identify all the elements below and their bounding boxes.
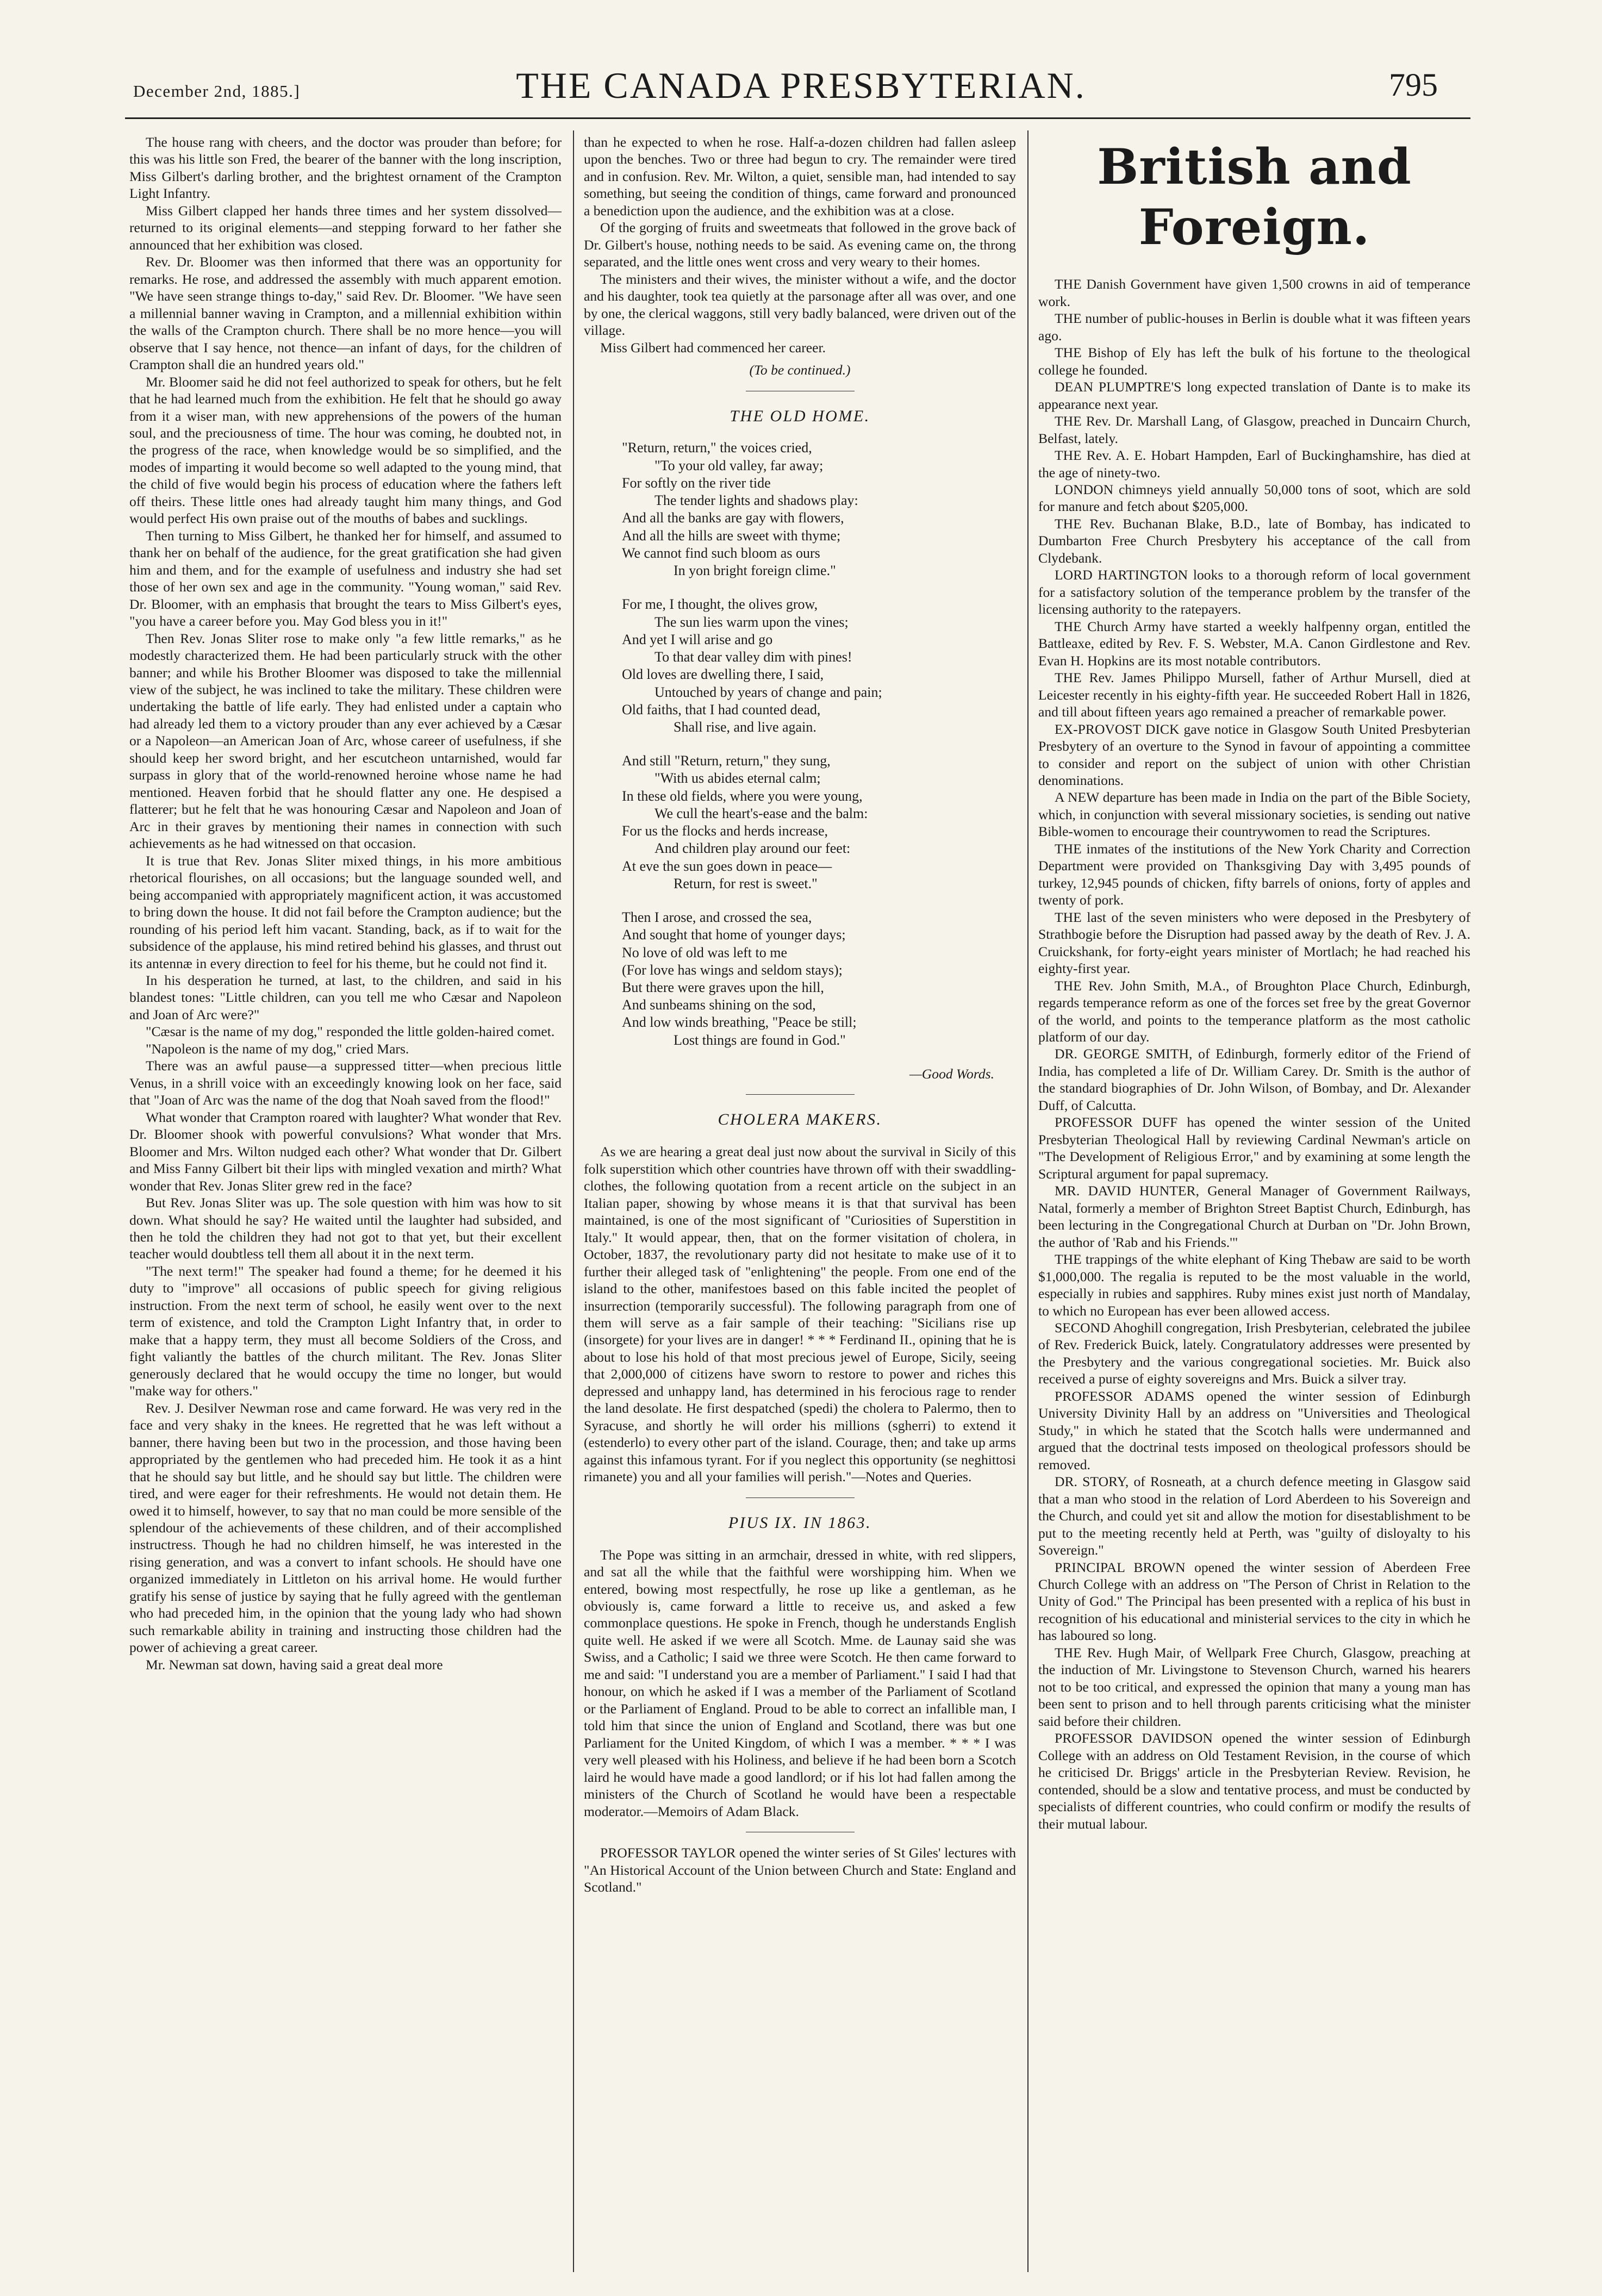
poem-line: "To your old valley, far away;	[654, 457, 824, 473]
news-item: DR. GEORGE SMITH, of Edinburgh, formerly editor of the Friend of India, has completed a life of Dr. William Carey. Dr. Smith is the author of the standard biographies of Dr. John Wilson, of Bombay, and Dr. Alexander Duff, of Calcutta.	[1038, 1046, 1470, 1113]
masthead-title: THE CANADA PRESBYTERIAN.	[516, 65, 1086, 106]
poem-line: In these old fields, where you were young,	[622, 788, 863, 804]
section-title: British and Foreign.	[1097, 138, 1412, 256]
section-rule	[746, 1094, 855, 1095]
news-item: DR. STORY, of Rosneath, at a church defence meeting in Glasgow said that a man who stood in the relation of Lord Aberdeen to his Sovereign and the Church, and could yet sit and allow the motion for disestablishment to be put to the meeting recently held at Perth, was "guilty of disloyalty to his Sovereign."	[1038, 1474, 1470, 1558]
paragraph: Rev. Dr. Bloomer was then informed that there was an opportunity for remarks. He rose, and addressed the assembly with much apparent emotion. "We have seen strange things to-day," said Rev. Dr. Bloomer. "We have seen a millennial banner waving in Crampton, and a millennial exhibition within the walls of the Crampton church. There shall be no more hence—you will observe that I say hence, not thence—an infant of days, for the children of Crampton shall die an hundred years old."	[129, 254, 562, 373]
news-item: THE Bishop of Ely has left the bulk of his fortune to the theological college he founded.	[1038, 345, 1470, 378]
poem-attribution: —Good Words.	[909, 1065, 994, 1082]
paragraph: The house rang with cheers, and the doctor was prouder than before; for this was his little son Fred, the bearer of the banner with the long inscription, Miss Gilbert's darling brother, and the brightest ornament of the Crampton Light Infantry.	[129, 134, 562, 202]
poem-line: For softly on the river tide	[622, 475, 771, 491]
news-item: PROFESSOR DAVIDSON opened the winter session of Edinburgh College with an address on Old Testament Revision, in the course of which he criticised Dr. Briggs' article in the Presbyterian Review. Revision, he contended, should be a slow and tentative process, and must be conducted by specialists of different countries, who could confirm or modify the results of their mutual labour.	[1038, 1730, 1470, 1832]
poem-line: At eve the sun goes down in peace—	[622, 858, 832, 874]
poem-line: Untouched by years of change and pain;	[654, 684, 882, 700]
poem-line: "With us abides eternal calm;	[654, 770, 821, 787]
column-divider	[1027, 130, 1028, 2272]
news-item: PROFESSOR ADAMS opened the winter session of Edinburgh University Divinity Hall by an address on "Universities and Theological Study," in which he stated that the Scotch halls were undermanned and argued that the doctrinal tests imposed on theological professors should be removed.	[1038, 1388, 1470, 1473]
news-item: PRINCIPAL BROWN opened the winter session of Aberdeen Free Church College with an address on "The Person of Christ in Relation to the Unity of God." The Principal has been presented with a replica of his bust in recognition of his educational and ministerial services to the city in which he has laboured so long.	[1038, 1559, 1470, 1644]
poem-stanza	[622, 596, 1016, 736]
paragraph: Mr. Bloomer said he did not feel authorized to speak for others, but he felt that he had learned much from the exhibition. He felt that he should go away from it a wiser man, with new apprehensions of the powers of the human soul, and the preciousness of time. The hour was coming, he doubted not, in the progress of the race, when knowledge would be so simplified, and the modes of imparting it would become so well adapted to the young mind, that the child of five would begin his process of education where the fathers left off theirs. These little ones had already taught him many things, and God would perfect His own praise out of the mouths of babes and sucklings.	[129, 373, 562, 527]
news-item: THE trappings of the white elephant of King Thebaw are said to be worth $1,000,000. The regalia is reputed to be the most valuable in the world, especially in rubies and sapphires. Ruby mines exist just north of Mandalay, to which no European has ever been allowed access.	[1038, 1251, 1470, 1319]
poem-stanza	[622, 909, 1016, 1049]
page-header	[0, 0, 1602, 125]
poem-line: And sought that home of younger days;	[622, 927, 846, 943]
poem-line: We cannot find such bloom as ours	[622, 545, 820, 561]
paragraph: "Napoleon is the name of my dog," cried Mars.	[146, 1040, 409, 1057]
news-item: DEAN PLUMPTRE'S long expected translation of Dante is to make its appearance next year.	[1038, 379, 1470, 412]
news-item: SECOND Ahoghill congregation, Irish Presbyterian, celebrated the jubilee of Rev. Frederick Buick, lately. Congratulatory addresses were presented by the Presbytery and the various congregational societies. Mr. Buick also received a purse of eighty sovereigns and Mrs. Buick a silver tray.	[1038, 1319, 1470, 1387]
poem-line: (For love has wings and seldom stays);	[622, 962, 843, 978]
poem-line: Then I arose, and crossed the sea,	[622, 909, 812, 926]
news-item: LORD HARTINGTON looks to a thorough reform of local government for a satisfactory solution of the temperance problem by the transfer of the licensing authority to the ratepayers.	[1038, 567, 1470, 617]
paragraph: The ministers and their wives, the minister without a wife, and the doctor and his daughter, took tea quietly at the parsonage after all was over, and one by one, the clerical waggons, still very badly balanced, were driven out of the village.	[584, 271, 1016, 339]
news-items	[1038, 276, 1470, 1832]
news-item: THE Rev. James Philippo Mursell, father of Arthur Mursell, died at Leicester recently in his eighty-fifth year. He succeeded Robert Hall in 1826, and till about fifteen years ago remained a preacher of remarkable power.	[1038, 670, 1470, 720]
poem-line: The sun lies warm upon the vines;	[654, 614, 849, 630]
poem-line: And yet I will arise and go	[622, 631, 773, 647]
news-item: THE inmates of the institutions of the New York Charity and Correction Department were provided on Thanksgiving Day with 3,495 pounds of turkey, 12,945 pounds of chicken, fifty barrels of onions, forty of apples and twenty of pork.	[1038, 840, 1470, 908]
poem-stanza	[622, 752, 1016, 893]
header-rule	[125, 117, 1470, 119]
news-item: THE Rev. A. E. Hobart Hampden, Earl of Buckinghamshire, has died at the age of ninety-two.	[1038, 447, 1470, 481]
paragraph: Miss Gilbert clapped her hands three times and her system dissolved—returned to its original elements—and stepping forward to her father she announced that her exhibition was closed.	[129, 202, 562, 253]
poem-line: And children play around our feet:	[654, 840, 851, 857]
poem-line: The tender lights and shadows play:	[654, 492, 858, 509]
poem-line: In yon bright foreign clime."	[674, 563, 836, 579]
poem-line: And all the banks are gay with flowers,	[622, 510, 844, 526]
paragraph: Then Rev. Jonas Sliter rose to make only "a few little remarks," as he modestly characterized them. He had been particularly struck with the other banner; and while his Brother Bloomer was disposed to take the millennial view of the subject, he was inclined to take the military. These children were undertaking the battle of life early. They had enlisted under a captain who had already led them to a victory prouder than any ever achieved by a Cæsar or a Napoleon—an American Joan of Arc, whose career of usefulness, if she should keep her sword bright, and her escutcheon untarnished, would far surpass in glory that of the world-renowned heroine whose name he had mentioned. Heaven forbid that he should flatter any one. He despised a flatterer; but he felt that he was honouring Cæsar and Napoleon and Joan of Arc in their graves by mentioning their names in connection with such achievements as he had witnessed on that occasion.	[129, 630, 562, 852]
poem-line: No love of old was left to me	[622, 944, 787, 960]
news-item: LONDON chimneys yield annually 50,000 tons of soot, which are sold for manure and fetch about $205,000.	[1038, 482, 1470, 515]
news-item: THE Rev. Hugh Mair, of Wellpark Free Church, Glasgow, preaching at the induction of Mr. Livingstone to Stevenson Church, warned his hearers not to be too critical, and expressed the opinion that many a young man has been sent to prison and to hell through parents criticising what the minister said before their children.	[1038, 1644, 1470, 1729]
paragraph: than he expected to when he rose. Half-a-dozen children had fallen asleep upon the benches. Two or three had begun to cry. The remainder were tired and in confusion. Rev. Mr. Wilton, a quiet, sensible man, had intended to say something, but seeing the condition of things, came forward and pronounced a benediction upon the audience, and the exhibition was at a close.	[584, 134, 1016, 219]
paragraph: As we are hearing a great deal just now about the survival in Sicily of this folk superstition which other countries have thrown off with their swaddling-clothes, the following quotation from a recent article on the subject in an Italian paper, showing by whose means it is that that survival has been maintained, is one of the most significant of "Curiosities of Superstition in Italy." It would appear, then, that on the former visitation of cholera, in October, 1837, the revolutionary party did not hesitate to make use of it to further their alleged task of "enlightening" the people. From one end of the island to the other, manifestoes based on this fable incited the peoplet of insurrection (temporarily successful). The following paragraph from one of them will serve as a fair sample of their teaching: "Sicilians rise up (insorgete) for your lives are in danger! * * * Ferdinand II., opining that he is about to lose his hold of that most precious jewel of Europe, Sicily, seeing that 2,000,000 of citizens have sworn to restore to power and riches this depressed and unhappy land, has determined in his ferocious rage to render the land desolate. He first despatched (spedi) the cholera to Palermo, then to Syracuse, and shortly he will order his millions (sgherri) to extend it (estenderlo) to every other part of the island. Courage, then; and take up arms against this infamous tyrant. For if you neglect this opportunity (se neghittosi rimanete) you and all your families will perish."—Notes and Queries.	[584, 1144, 1016, 1485]
news-item: THE number of public-houses in Berlin is double what it was fifteen years ago.	[1038, 310, 1470, 344]
poem-line: And low winds breathing, "Peace be still;	[622, 1014, 857, 1031]
article-title-cholera: CHOLERA MAKERS.	[718, 1110, 882, 1129]
articles-column	[584, 134, 1016, 2275]
poem-line: But there were graves upon the hill,	[622, 979, 824, 996]
paragraph: "The next term!" The speaker had found a theme; for he deemed it his duty to "improve" all occasions of public speech for giving religious instruction. From the next term of school, he easily went over to the next term of existence, and told the Crampton Light Infantry that, in order to make that a happy term, they must all become Soldiers of the Cross, and fight valiantly the battles of the church militant. The Rev. Jonas Sliter generously declared that he would occupy the time no longer, but would "make way for others."	[129, 1263, 562, 1399]
poem-line: "Return, return," the voices cried,	[622, 440, 812, 456]
news-item: THE last of the seven ministers who were deposed in the Presbytery of Strathbogie before the Disruption had passed away by the death of Rev. J. A. Cruickshank, for forty-eight years minister of Mortlach; he had reached his eighty-first year.	[1038, 909, 1470, 977]
issue-date: December 2nd, 1885.]	[133, 82, 301, 101]
paragraph: But Rev. Jonas Sliter was up. The sole question with him was how to sit down. What should he say? He waited until the laughter had subsided, and then he told the children they had not got to that yet, but their excellent teacher would doubtless tell them all about it in the next term.	[129, 1195, 562, 1262]
paragraph: There was an awful pause—a suppressed titter—when precious little Venus, in a shrill voice with an exceedingly knowing look on her face, said that "Joan of Arc was the name of the dog that Noah saved from the flood!"	[129, 1058, 562, 1108]
paragraph: PROFESSOR TAYLOR opened the winter series of St Giles' lectures with "An Historical Account of the Union between Church and State: England and Scotland."	[584, 1845, 1016, 1895]
paragraph: Miss Gilbert had commenced her career.	[600, 339, 826, 355]
poem-line: Old loves are dwelling there, I said,	[622, 666, 824, 683]
news-item: THE Church Army have started a weekly halfpenny organ, entitled the Battleaxe, edited by Rev. F. S. Webster, M.A. Canon Girdlestone and Rev. Evan H. Hopkins are its most notable contributors.	[1038, 618, 1470, 669]
poem-line: Lost things are found in God."	[674, 1032, 846, 1048]
paragraph: It is true that Rev. Jonas Sliter mixed things, in his more ambitious rhetorical flourishes, on all occasions; but the language sounded well, and being accompanied with appropriately magnificent action, it was accustomed to bring down the house. It did not fail before the Crampton audience; but the rounding of his period left him vacant. Standing, back, as if to wait for the subsidence of the applause, his mind retired behind his glasses, and thrust out its antennæ in every direction to feel for his theme, but he could not find it.	[129, 852, 562, 971]
poem-line: We cull the heart's-ease and the balm:	[654, 805, 868, 821]
news-item: MR. DAVID HUNTER, General Manager of Government Railways, Natal, formerly a member of Brighton Street Baptist Church, Edinburgh, has been lecturing in the Congregational Church at Durban on "Dr. John Brown, the author of 'Rab and his Friends.'"	[1038, 1183, 1470, 1250]
page-number: 795	[1389, 67, 1438, 103]
paragraph: In his desperation he turned, at last, to the children, and said in his blandest tones: "Little children, can you tell me who Cæsar and Napoleon and Joan of Arc were?"	[129, 972, 562, 1022]
news-item: EX-PROVOST DICK gave notice in Glasgow South United Presbyterian Presbytery of an overture to the Synod in favour of appointing a committee to consider and report on the subject of union with other Christian denominations.	[1038, 721, 1470, 788]
poem-line: For us the flocks and herds increase,	[622, 823, 828, 839]
news-item: A NEW departure has been made in India on the part of the Bible Society, which, in conjunction with several missionary societies, is sending out native Bible-women to encourage their countrywomen to read the Scriptures.	[1038, 789, 1470, 840]
continued-note: (To be continued.)	[749, 362, 851, 378]
paragraph: The Pope was sitting in an armchair, dressed in white, with red slippers, and sat all the while that the faithful were worshipping him. When we entered, bowing most respectfully, he rose up like a gentleman, as he obviously is, came forward a little to receive us, and asked a few commonplace questions. He spoke in French, though he understands English quite well. He asked if we were all Scotch. Mme. de Launay said she was Swiss, and a Catholic; I said we three were Scotch. He then came forward to me and said: "I understand you are a member of Parliament." I said I had that honour, on which he asked if I was a member of the Parliament of Scotland or the Parliament of England. Proud to be able to correct an infallible man, I told him that since the union of England and Scotland, there was but one Parliament for the United Kingdom, of which I was a member. * * * I was very well pleased with his Holiness, and believe if he had been born a Scotch laird he would have made a good landlord; or if his lot had fallen among the ministers of the Church of Scotland he would have been a respectable moderator.—Memoirs of Adam Black.	[584, 1546, 1016, 1819]
paragraph: Of the gorging of fruits and sweetmeats that followed in the grove back of Dr. Gilbert's house, nothing needs to be said. As evening came on, the throng separated, and the little ones went cross and very weary to their homes.	[584, 220, 1016, 270]
news-item: PROFESSOR DUFF has opened the winter session of the United Presbyterian Theological Hall by reviewing Cardinal Newman's article on "The Development of Religious Error," and by examining at some length the Scriptural argument for papal supremacy.	[1038, 1114, 1470, 1182]
poem-line: Old faiths, that I had counted dead,	[622, 701, 821, 718]
paragraph: Mr. Newman sat down, having said a great deal more	[146, 1656, 443, 1673]
story-column	[129, 134, 562, 2275]
news-item: THE Rev. Buchanan Blake, B.D., late of Bombay, has indicated to Dumbarton Free Church Presbytery his acceptance of the call from Clydebank.	[1038, 515, 1470, 566]
poem-line: For me, I thought, the olives grow,	[622, 596, 818, 613]
news-item: THE Danish Government have given 1,500 crowns in aid of temperance work.	[1038, 276, 1470, 309]
poem-title: THE OLD HOME.	[730, 407, 870, 425]
poem-stanza	[622, 439, 1016, 579]
poem-line: And all the hills are sweet with thyme;	[622, 527, 841, 544]
poem-line: To that dear valley dim with pines!	[654, 649, 852, 665]
column-divider	[573, 130, 574, 2272]
poem-line: And still "Return, return," they sung,	[622, 753, 831, 769]
poem-line: Shall rise, and live again.	[674, 719, 816, 735]
news-item: THE Rev. John Smith, M.A., of Broughton Place Church, Edinburgh, regards temperance reform as one of the forces set free by the great Governor of the world, and points to the temperance platform as the most catholic platform of our day.	[1038, 977, 1470, 1045]
paragraph: Then turning to Miss Gilbert, he thanked her for himself, and assumed to thank her on behalf of the audience, for the great gratification she had given him and them, and for the example of usefulness and industry she had set those of her own sex and age in the community. "Young woman," said Rev. Dr. Bloomer, with an emphasis that brought the tears to Miss Gilbert's eyes, "you have a career before you. May God bless you in it!"	[129, 527, 562, 629]
poem	[622, 439, 1016, 1049]
paragraph: What wonder that Crampton roared with laughter? What wonder that Rev. Dr. Bloomer shook with powerful convulsions? What wonder that Mrs. Bloomer and Mrs. Wilton nudged each other? What wonder that Dr. Gilbert and Miss Fanny Gilbert bit their lips with mingled vexation and mirth? What wonder that Rev. Jonas Sliter grew red in the face?	[129, 1109, 562, 1194]
poem-line: And sunbeams shining on the sod,	[622, 997, 816, 1013]
poem-line: Return, for rest is sweet."	[674, 875, 818, 891]
news-column	[1038, 134, 1470, 2275]
article-title-pius: PIUS IX. IN 1863.	[728, 1513, 872, 1532]
paragraph: "Cæsar is the name of my dog," responded the little golden-haired comet.	[146, 1024, 555, 1040]
news-item: THE Rev. Dr. Marshall Lang, of Glasgow, preached in Duncairn Church, Belfast, lately.	[1038, 413, 1470, 446]
paragraph: Rev. J. Desilver Newman rose and came forward. He was very red in the face and very shaky in the knees. He regretted that he was left without a banner, there having been but two in the procession, and those having been appropriated by the gentlemen who had preceded him. He took it as a hint that he should say but little, and he should say but little. The children were tired, and were eager for their refreshments. He would not detain them. He owed it to himself, however, to say that no man could be more sensible of the splendour of the achievements of these children, and of their accomplished instructress. Though he had no children himself, he was interested in the rising generation, and was a convert to infant schools. He should have one organized immediately in Littleton on his arrival home. He would further gratify his sense of justice by saying that he fully agreed with the gentleman who had preceded him, in the opinion that the young lady who had shown such remarkable ability in training and instructing those children had the power of achieving a great career.	[129, 1400, 562, 1656]
